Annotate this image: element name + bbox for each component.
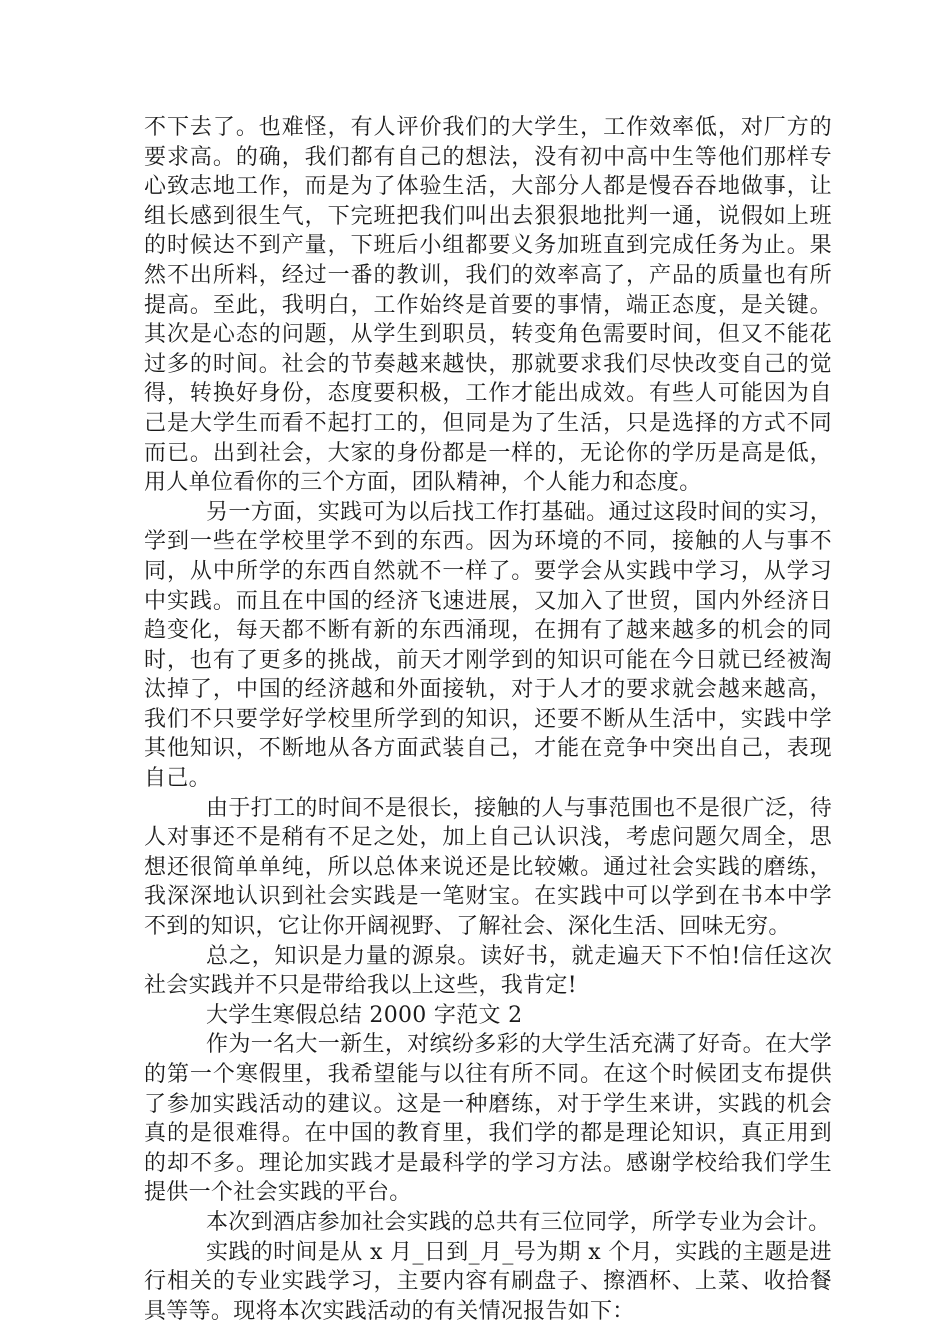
document-body — [144, 113, 832, 1326]
paragraph-continuation: 不下去了。也难怪，有人评价我们的大学生，工作效率低，对厂方的要求高。的确，我们都有自己的想法，没有初中高中生等他们那样专心致志地工作，而是为了体验生活，大部分人都是慢吞吞地做事，让组长感到很生气，下完班把我们叫出去狠狠地批判一通，说假如上班的时候达不到产量，下班后小组都要义务加班直到完成任务为止。果然不出所料，经过一番的教训，我们的效率高了，产品的质量也有所提高。至此，我明白，工作始终是首要的事情，端正态度，是关键。其次是心态的问题，从学生到职员，转变角色需要时间，但又不能花过多的时间。社会的节奏越来越快，那就要求我们尽快改变自己的觉得，转换好身份，态度要积极，工作才能出成效。有些人可能因为自己是大学生而看不起打工的，但同是为了生活，只是选择的方式不同而已。出到社会，大家的身份都是一样的，无论你的学历是高是低，用人单位看你的三个方面，团队精神，个人能力和态度。 — [144, 115, 832, 496]
paragraph-conclusion: 总之，知识是力量的源泉。读好书，就走遍天下不怕!信任这次社会实践并不只是带给我以上这些，我肯定! — [144, 943, 832, 999]
paragraph-freshman-intro: 作为一名大一新生，对缤纷多彩的大学生活充满了好奇。在大学的第一个寒假里，我希望能与以往有所不同。在这个时候团支布提供了参加实践活动的建议。这是一种磨练，对于学生来讲，实践的机会真的是很难得。在中国的教育里，我们学的都是理论知识，真正用到的却不多。理论加实践才是最科学的学习方法。感谢学校给我们学生提供一个社会实践的平台。 — [144, 1032, 832, 1206]
paragraph-practice-time: 实践的时间是从 x 月_日到_月_号为期 x 个月，实践的主题是进行相关的专业实践学习，主要内容有刷盘子、擦酒杯、上菜、收拾餐具等等。现将本次实践活动的有关情况报告如下： — [144, 1239, 832, 1324]
section-heading: 大学生寒假总结 2000 字范文 2 — [206, 1002, 523, 1028]
paragraph-work-duration: 由于打工的时间不是很长，接触的人与事范围也不是很广泛，待人对事还不是稍有不足之处，加上自己认识浅，考虑问题欠周全，思想还很简单单纯，所以总体来说还是比较嫩。通过社会实践的磨练，我深深地认识到社会实践是一笔财宝。在实践中可以学到在书本中学不到的知识，它让你开阔视野、了解社会、深化生活、回味无穷。 — [144, 795, 832, 940]
paragraph-job-foundation: 另一方面，实践可为以后找工作打基础。通过这段时间的实习，学到一些在学校里学不到的东西。因为环境的不同，接触的人与事不同，从中所学的东西自然就不一样了。要学会从实践中学习，从学习中实践。而且在中国的经济飞速进展，又加入了世贸，国内外经济日趋变化，每天都不断有新的东西涌现，在拥有了越来越多的机会的同时，也有了更多的挑战，前天才刚学到的知识可能在今日就已经被淘汰掉了，中国的经济越和外面接轨，对于人才的要求就会越来越高，我们不只要学好学校里所学到的知识，还要不断从生活中，实践中学其他知识，不断地从各方面武装自己，才能在竞争中突出自己，表现自己。 — [144, 499, 832, 792]
paragraph-participants: 本次到酒店参加社会实践的总共有三位同学，所学专业为会计。 — [206, 1209, 831, 1235]
